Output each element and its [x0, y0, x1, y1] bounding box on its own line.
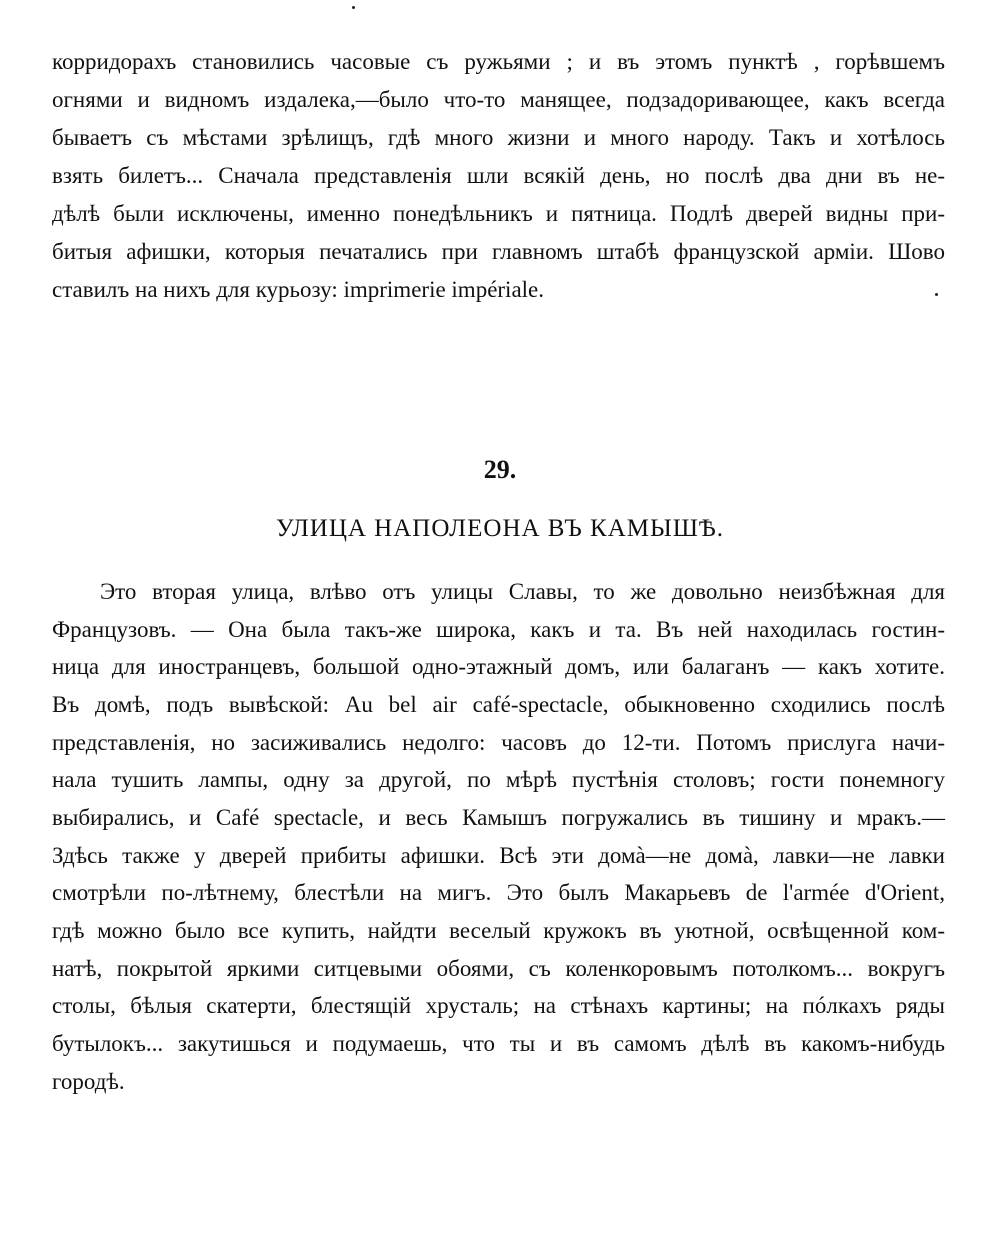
text-line: Здѣсь также у дверей прибиты афишки. Всѣ эти домà—не домà, лавки—не лавки — [52, 843, 945, 868]
text-line: городѣ. — [52, 1069, 125, 1094]
text-line: огнями и видномъ издалека,—было что-то манящее, подзадоривающее, какъ всегда — [52, 87, 945, 112]
text-line: Французовъ. — Она была такъ-же широка, какъ и та. Въ ней находилась гостин- — [52, 617, 945, 642]
text-line: столы, бѣлыя скатерти, блестящій хрусталь; на стѣнахъ картины; на пóлкахъ ряды — [52, 993, 945, 1018]
scan-speck — [352, 6, 355, 9]
text-line: бутылокъ... закутишься и подумаешь, что ты и въ самомъ дѣлѣ въ какомъ-нибудь — [52, 1031, 945, 1056]
text-line: битыя афишки, которыя печатались при главномъ штабѣ французской арміи. Шово — [52, 239, 945, 264]
text-line: взять билетъ... Сначала представленія шли всякій день, но послѣ два дни въ не- — [52, 163, 945, 188]
text-line: Это вторая улица, влѣво отъ улицы Славы, то же довольно неизбѣжная для — [100, 579, 945, 604]
text-line: натѣ, покрытой яркими ситцевыми обоями, съ коленкоровымъ потолкомъ... вокругъ — [52, 956, 945, 981]
text-line: ница для иностранцевъ, большой одно-этажный домъ, или балаганъ — какъ хотите. — [52, 654, 945, 679]
text-line: ставилъ на нихъ для курьозу: imprimerie impériale. — [52, 277, 545, 302]
text-line: смотрѣли по-лѣтнему, блестѣли на мигъ. Это былъ Макарьевъ de l'armée d'Orient, — [52, 880, 945, 905]
text-line: дѣлѣ были исключены, именно понедѣльникъ и пятница. Подлѣ дверей видны при- — [52, 201, 945, 226]
text-line: бываетъ съ мѣстами зрѣлищъ, гдѣ много жизни и много народу. Такъ и хотѣлось — [52, 125, 945, 150]
text-line: гдѣ можно было все купить, найдти веселый кружокъ въ уютной, освѣщенной ком- — [52, 918, 945, 943]
text-line: представленія, но засиживались недолго: часовъ до 12-ти. Потомъ прислуга начи- — [52, 730, 945, 755]
text-line: нала тушить лампы, одну за другой, по мѣрѣ пустѣнія столовъ; гости понемногу — [52, 767, 945, 792]
chapter-number: 29. — [483, 455, 517, 484]
text-line: выбирались, и Café spectacle, и весь Камышъ погружались въ тишину и мракъ.— — [52, 805, 945, 830]
text-line: корридорахъ становились часовые съ ружьями ; и въ этомъ пунктѣ , горѣвшемъ — [52, 49, 945, 74]
text-line: Въ домѣ, подъ вывѣской: Au bel air café-spectacle, обыкновенно сходились послѣ — [52, 692, 945, 717]
chapter-title: УЛИЦА НАПОЛЕОНА ВЪ КАМЫШѢ. — [275, 515, 725, 542]
